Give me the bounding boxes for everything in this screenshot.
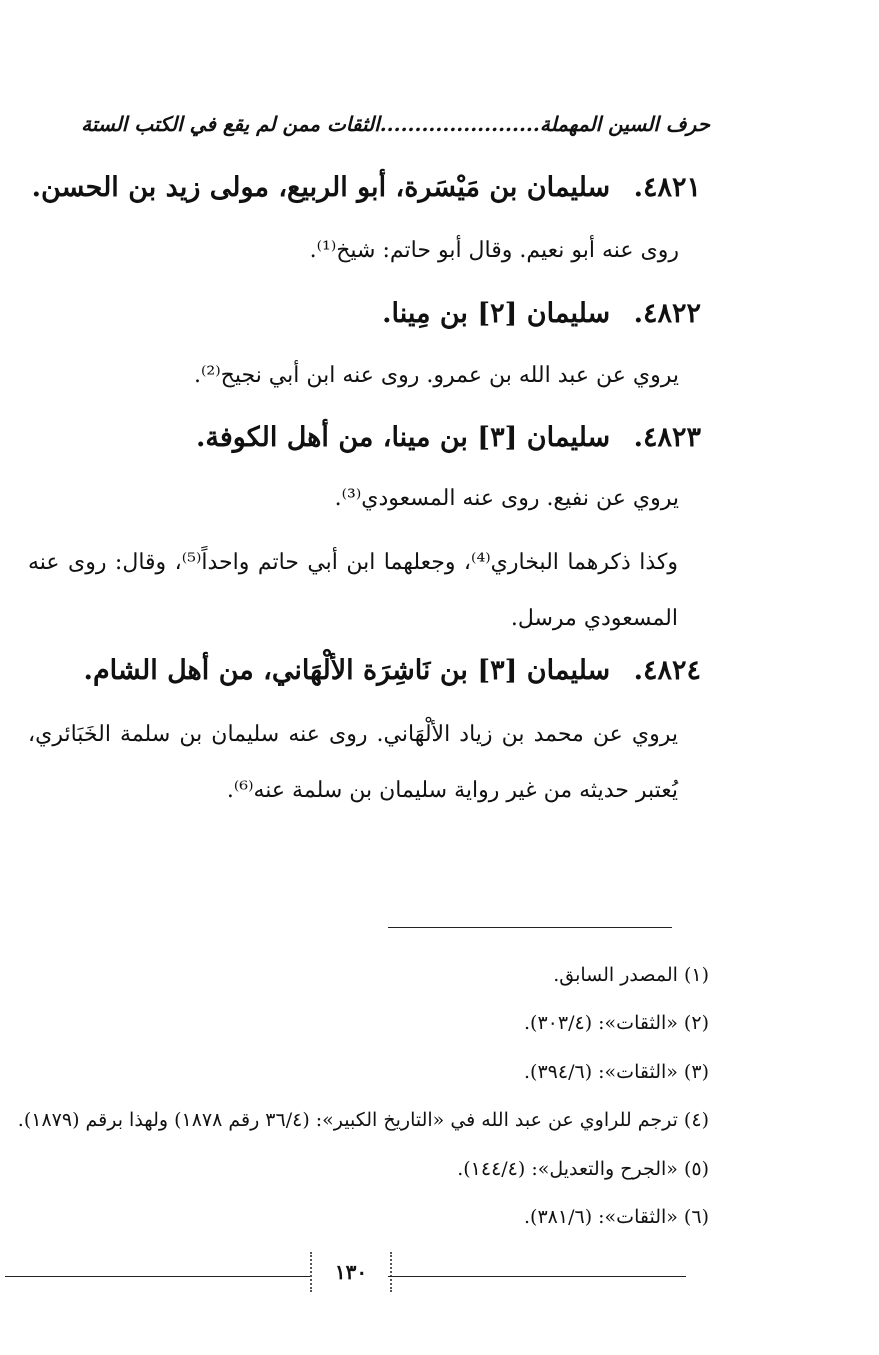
- entry-name: سليمان بن مَيْسَرة، أبو الربيع، مولى زيد بن الحسن.: [31, 172, 611, 203]
- entry-name: سليمان [٣] بن مينا، من أهل الكوفة.: [195, 422, 611, 453]
- entry-text: يروي عن محمد بن زياد الألْهَاني. روى عنه سليمان بن سلمة الخَبَائري، يُعتبر حديثه من غير رواية سليمان بن سلمة عنه⁽⁶⁾.: [28, 722, 678, 803]
- entry-title: [382, 298, 701, 329]
- running-header: حرف السين المهملة.......................الثقات ممن لم يقع في الكتب الستة: [81, 112, 710, 136]
- footnote: (٥) «الجرح والتعديل»: (١٤٤/٤).: [457, 1158, 709, 1180]
- entry-name: سليمان [٢] بن مِينا.: [382, 298, 611, 329]
- entry-number: ٤٨٢٣.: [633, 422, 701, 453]
- entry-title: [84, 655, 701, 686]
- footnote: (٦) «الثقات»: (٣٨١/٦).: [524, 1206, 709, 1228]
- entry-name: سليمان [٣] بن نَاشِرَة الألْهَاني، من أهل الشام.: [83, 655, 611, 686]
- footnote: (١) المصدر السابق.: [553, 964, 709, 986]
- entry-text: وكذا ذكرهما البخاري⁽⁴⁾، وجعلهما ابن أبي حاتم واحداً⁽⁵⁾، وقال: روى عنه المسعودي مرسل.: [28, 550, 678, 631]
- footnote: (٣) «الثقات»: (٣٩٤/٦).: [524, 1061, 709, 1083]
- entry-number: ٤٨٢١.: [633, 172, 701, 203]
- footer-rule: [5, 1276, 310, 1277]
- footer-rule: [388, 1276, 686, 1277]
- entry-number: ٤٨٢٤.: [633, 655, 701, 686]
- entry-text: روى عنه أبو نعيم. وقال أبو حاتم: شيخ⁽¹⁾.: [309, 238, 679, 263]
- entry-text: يروي عن نفيع. روى عنه المسعودي⁽³⁾.: [334, 486, 679, 511]
- entry-title: [32, 172, 701, 203]
- entry-text: يروي عن عبد الله بن عمرو. روى عنه ابن أبي نجيح⁽²⁾.: [194, 363, 679, 388]
- page-number: ١٣٠: [334, 1260, 368, 1284]
- footnote-separator: [388, 927, 672, 928]
- footnote: (٢) «الثقات»: (٣٠٣/٤).: [524, 1012, 709, 1034]
- entry-title: [196, 422, 701, 453]
- page-number-ornament: [310, 1252, 392, 1292]
- footnote: (٤) ترجم للراوي عن عبد الله في «التاريخ الكبير»: (٣٦/٤ رقم ١٨٧٨) ولهذا برقم (١٨٧٩).: [17, 1109, 709, 1131]
- entry-number: ٤٨٢٢.: [633, 298, 701, 329]
